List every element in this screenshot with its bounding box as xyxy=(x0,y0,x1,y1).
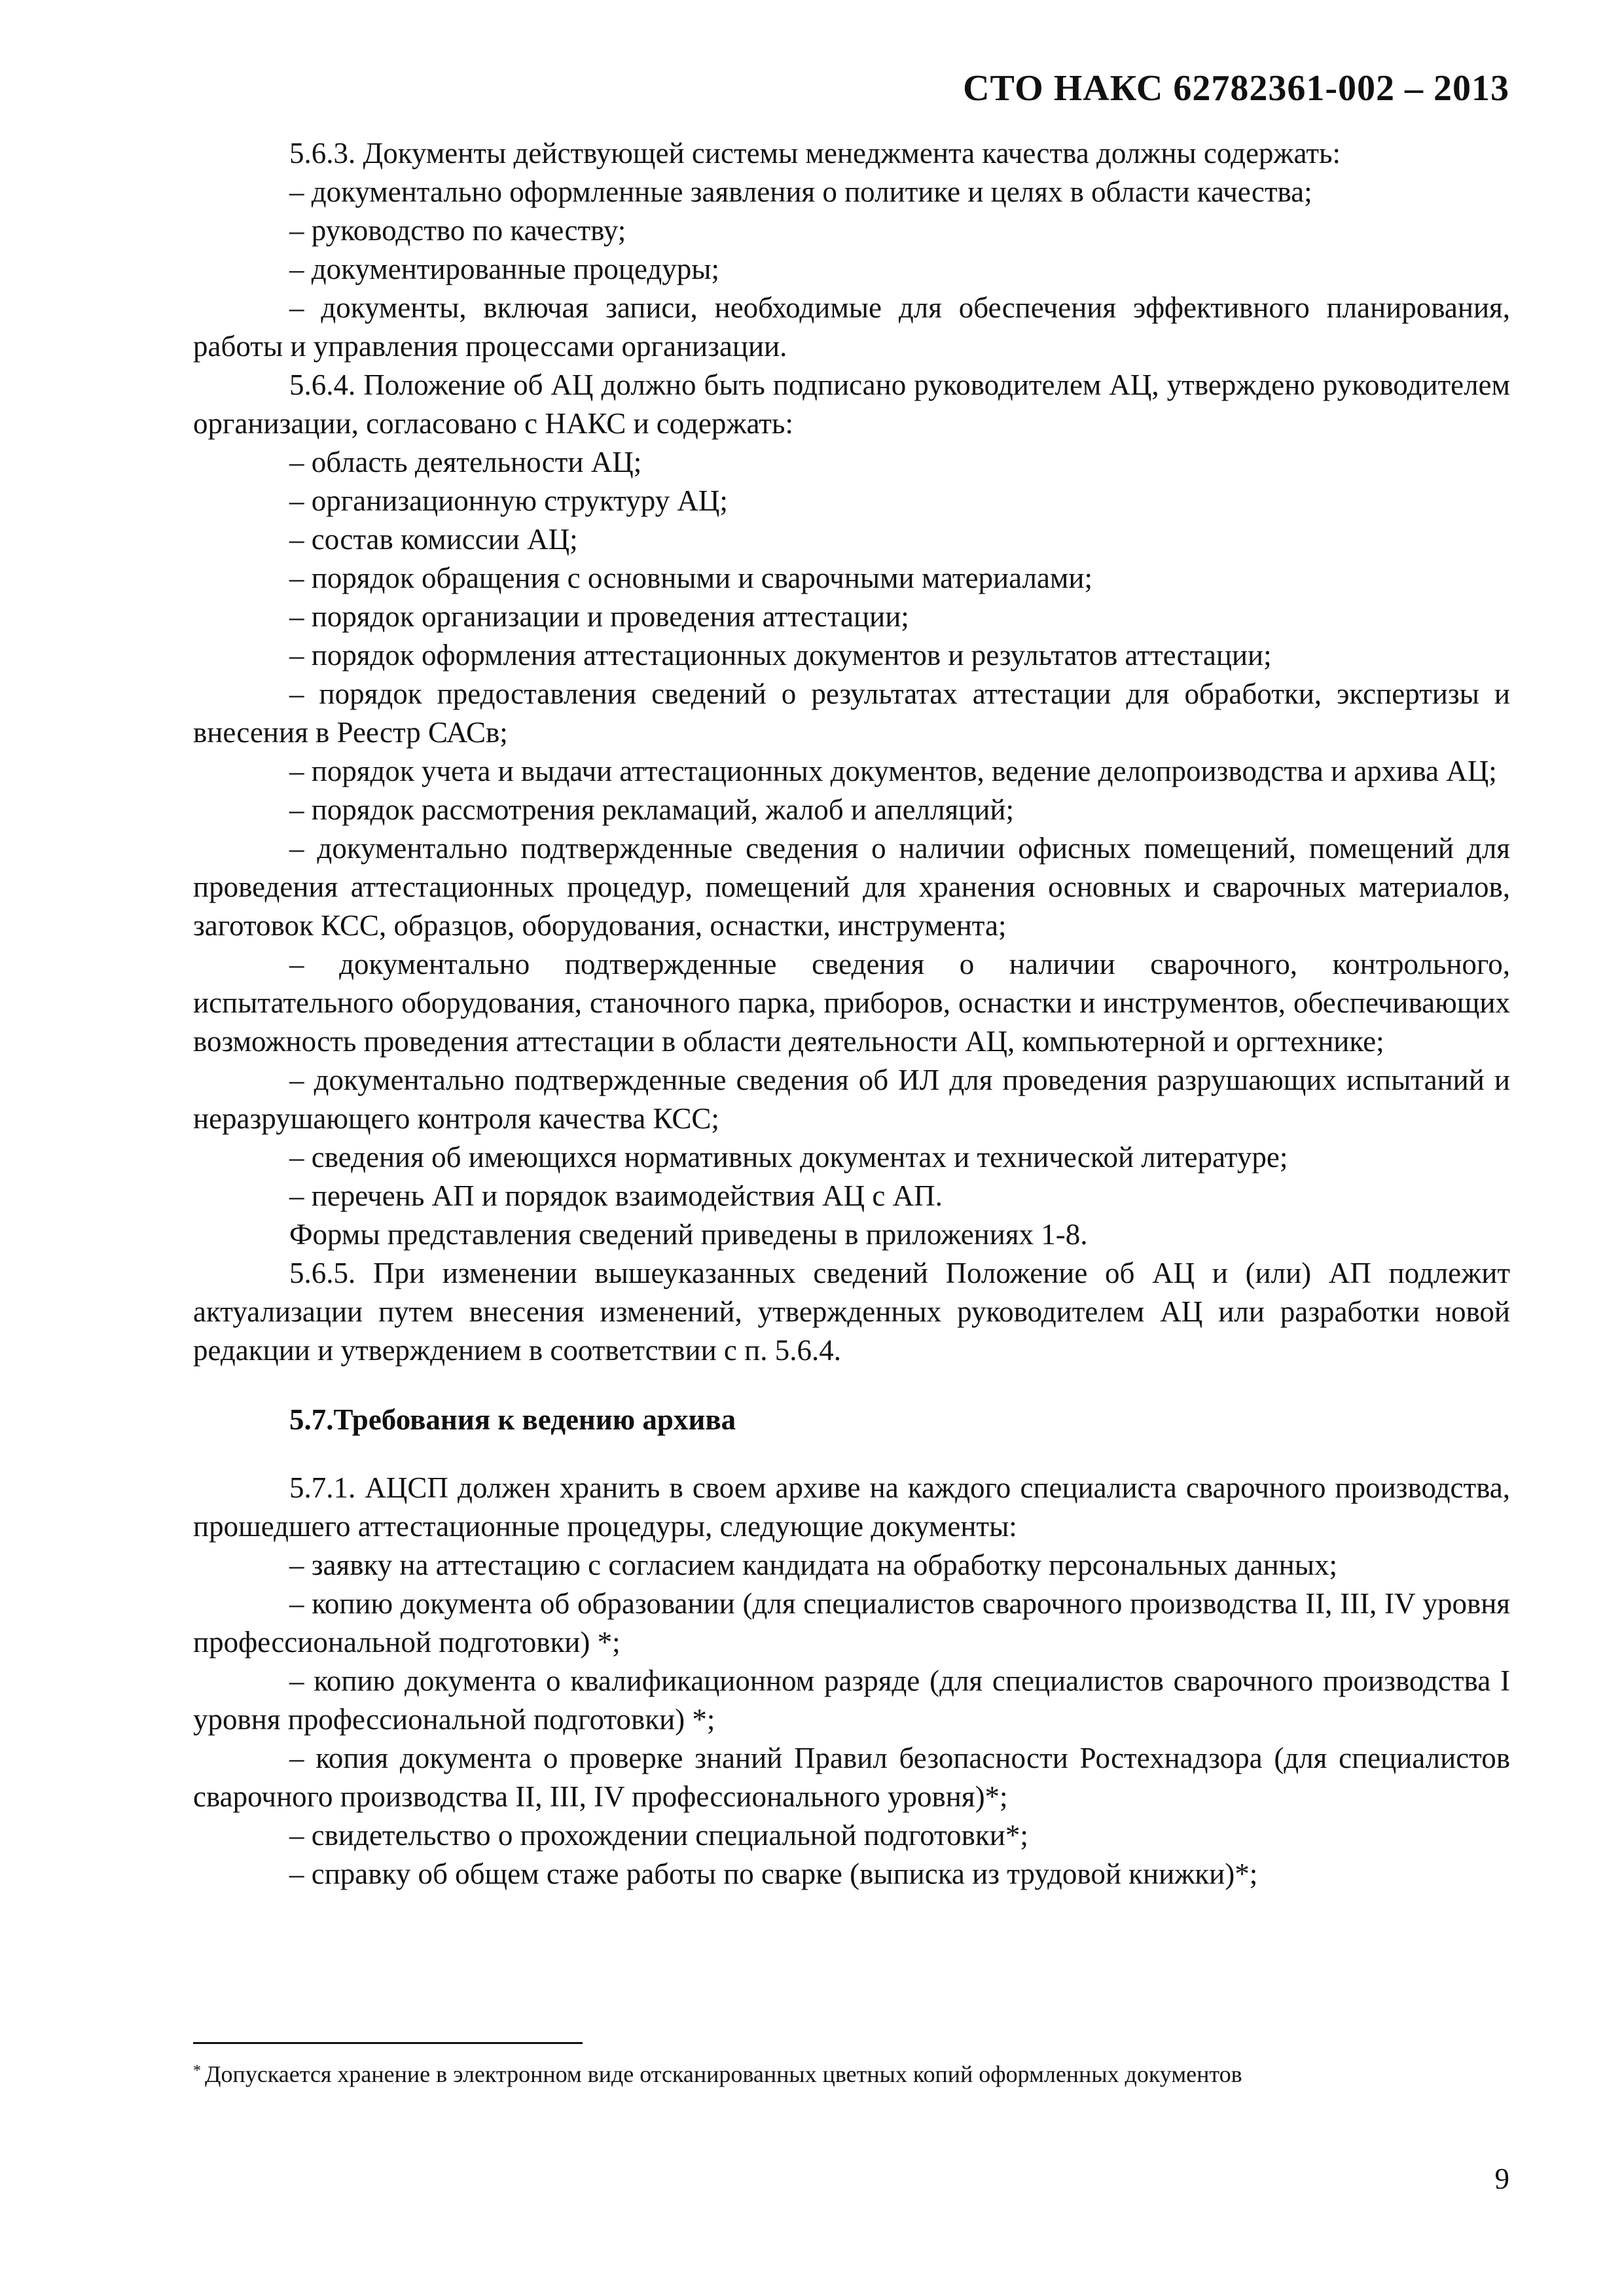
list-item: – копию документа о квалификационном разряде (для специалистов сварочного производства I уровня профессиональной подготовки) *; xyxy=(193,1664,1510,1736)
list-item: – сведения об имеющихся нормативных документах и технической литературе; xyxy=(289,1141,1288,1174)
list-item: – порядок оформления аттестационных документов и результатов аттестации; xyxy=(289,639,1272,672)
list-item: – документально оформленные заявления о политике и целях в области качества; xyxy=(289,175,1312,208)
list-item: – порядок рассмотрения рекламаций, жалоб и апелляций; xyxy=(289,793,1014,826)
footnote xyxy=(193,2055,1510,2090)
paragraph: 5.7.1. АЦСП должен хранить в своем архиве на каждого специалиста сварочного производства, прошедшего аттестационные процедуры, следующие документы: xyxy=(193,1471,1510,1543)
paragraph: 5.6.4. Положение об АЦ должно быть подписано руководителем АЦ, утверждено руководителем организации, согласовано с НАКС и содержать: xyxy=(193,368,1510,440)
list-item: – справку об общем стаже работы по сварке (выписка из трудовой книжки)*; xyxy=(289,1857,1258,1890)
document-body xyxy=(193,134,1510,1893)
footnote-divider xyxy=(193,2042,583,2044)
list-item: – порядок предоставления сведений о результатах аттестации для обработки, экспертизы и внесения в Реестр САСв; xyxy=(193,677,1510,749)
footnote-marker: * xyxy=(193,2062,201,2079)
list-item: – состав комиссии АЦ; xyxy=(289,523,578,556)
list-item: – область деятельности АЦ; xyxy=(289,446,642,478)
list-item: – организационную структуру АЦ; xyxy=(289,484,728,517)
paragraph: Формы представления сведений приведены в приложениях 1-8. xyxy=(289,1218,1088,1251)
paragraph: 5.6.5. При изменении вышеуказанных сведений Положение об АЦ и (или) АП подлежит актуализации путем внесения изменений, утвержденных руководителем АЦ или разработки новой редакции и утверждением в соответствии с п. 5.6.4. xyxy=(193,1257,1510,1367)
section-title: 5.7.Требования к ведению архива xyxy=(289,1403,736,1436)
footnote-text: Допускается хранение в электронном виде отсканированных цветных копий оформленных документов xyxy=(205,2061,1242,2087)
list-item: – документированные процедуры; xyxy=(289,253,719,285)
list-item: – документально подтвержденные сведения о наличии сварочного, контрольного, испытательного оборудования, станочного парка, приборов, оснастки и инструментов, обеспечивающих возможность проведения аттестации в области деятельности АЦ, компьютерной и оргтехнике; xyxy=(193,948,1510,1058)
paragraph: 5.6.3. Документы действующей системы менеджмента качества должны содержать: xyxy=(289,137,1341,170)
list-item: – документально подтвержденные сведения об ИЛ для проведения разрушающих испытаний и неразрушающего контроля качества КСС; xyxy=(193,1064,1510,1135)
list-item: – порядок обращения с основными и сварочными материалами; xyxy=(289,562,1092,594)
page-number: 9 xyxy=(1494,2162,1509,2195)
list-item: – руководство по качеству; xyxy=(289,214,626,247)
list-item: – перечень АП и порядок взаимодействия АЦ с АП. xyxy=(289,1179,943,1212)
list-item: – порядок учета и выдачи аттестационных документов, ведение делопроизводства и архива АЦ; xyxy=(289,755,1497,787)
list-item: – документы, включая записи, необходимые для обеспечения эффективного планирования, работы и управления процессами организации. xyxy=(193,291,1510,363)
document-header: СТО НАКС 62782361-002 – 2013 xyxy=(963,68,1509,109)
list-item: – заявку на аттестацию с согласием кандидата на обработку персональных данных; xyxy=(289,1549,1337,1581)
list-item: – копия документа о проверке знаний Правил безопасности Ростехнадзора (для специалистов сварочного производства II, III, IV профессионального уровня)*; xyxy=(193,1742,1510,1813)
list-item: – порядок организации и проведения аттестации; xyxy=(289,600,909,633)
list-item: – копию документа об образовании (для специалистов сварочного производства II, III, IV уровня профессиональной подготовки) *; xyxy=(193,1587,1510,1659)
list-item: – свидетельство о прохождении специальной подготовки*; xyxy=(289,1819,1028,1852)
list-item: – документально подтвержденные сведения о наличии офисных помещений, помещений для проведения аттестационных процедур, помещений для хранения основных и сварочных материалов, заготовок КСС, образцов, оборудования, оснастки, инструмента; xyxy=(193,832,1510,942)
